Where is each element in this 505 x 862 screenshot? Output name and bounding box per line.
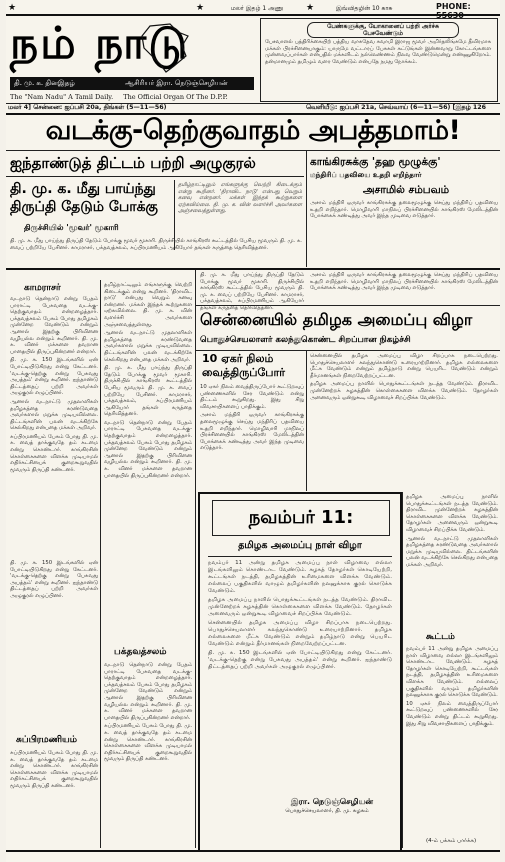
masthead-logo (10, 18, 254, 76)
november-title-frame (212, 500, 390, 536)
banner-headline: வடக்கு-தெற்குவாதம் அபத்தமாம்! (45, 115, 461, 146)
november-paragraph-4: தி. மு. க. 150 இடங்களில் ஏன் போட்டியிடுகிறது என்று கேட்டனர். 'வடக்கு-தெற்கு என்று பேசுவது அபத்தம்' என்று கூறினர். ஐந்தாண்டு திட்டத்தைப் பற்றி அவர்கள் அழுகுரல் எழுப்பினர். (208, 650, 392, 670)
right-paragraph-2: ஆனால் வடநாட்டு முதலாளிகள் தமிழகத்தை சுரண்டுவதை அவர்களால் மறுக்க முடியவில்லை. திட்டங்களின் பலன் வடக்கிற்கே செல்கிறது என்பதை மக்கள் அறிவர். (406, 535, 498, 568)
land-story (200, 384, 304, 488)
continued-note: (4-ம் பக்கம் பார்க்க) (426, 838, 477, 844)
kamaraj-paragraph-4: சுப்பிரமணியம் பேசும் போது தி. மு. க. வைத் தாக்குவதே தம் கடமை என்று கொண்டார். காங்கிரசின் கொள்கைகளை விளக்க முடியாமல் எதிர்கட்சியைக் குறைகூறுவதில் மூவரும் திருப்தி கண்டனர். (10, 433, 98, 473)
bakthavatsalam-paragraph-2: சுப்பிரமணியம் பேசும் போது தி. மு. க. வைத் தாக்குவதே தம் கடமை என்று கொண்டார். காங்கிரசின் கொள்கைகளை விளக்க முடியாமல் எதிர்கட்சியைக் குறைகூறுவதில் மூவரும் திருப்தி கண்டனர். (104, 723, 192, 763)
star-ornament: ★ (8, 3, 17, 13)
tamilnadu-map-icon (130, 22, 200, 74)
middle-paragraph-4: வடநாடு தென்நாடு என்று பேதம் பாராட்டி பேசுவதை வடக்கு-தெற்குவாதம் என்றழைத்தார். பக்தவத்சலம் பேசும் போது தமிழகம் முன்னேற வேண்டும் என்றும் ஆனால் இதற்கு பிரிவினை வழியல்ல என்றும் கூறினார். தி. மு. க. வினர் மக்களை தவறான பாதையில் திருப்புகின்றனர் என்றார். (104, 419, 192, 479)
quote-body: பேசவாளல் பத்திரிக்கையிற் பத்திய வாசுதேவ சுவாமி இராஜ மூவர் அமிர்தலிங்கமே தீவிரமாக மக்கள் பிரச்சினையாகும்: யாருமே வட்டாரப் பேசுகள் கட்டுங்கள் இன்னவாறு கோட்டங்களை முன்வைப்பார்கள் என்பதில் மக்களிடம் நல்லெண்ணம் நிலவ வேண்டுமென்று எண்ணுகிறோம். தன்மானமும் தமிழும் வளர வேண்டும் என்பதே நமது நோக்கம். (265, 39, 491, 65)
trichy-subheadline: திருச்சியில் 'மூவர்' மூகாரி (24, 223, 119, 232)
dateline-right: வெளியீடு: ஐப்பசி 21a, செவ்வாய் (6—11—56) [இதழ் 126 (306, 104, 487, 111)
land-headline-line1: 10 ஏகர் நிலம் (202, 352, 274, 365)
assam-story: அசாம் மந்திரி ஒருவர் காங்கிரசுக்கு தலைமூழுக்கு செய்து மந்திரிப் பதவியை உதறி எறிந்தார். மொழிவாரி மாநிலப் பிரச்சினையில் காங்கிரஸ் மேலிடத்தின் போக்கைக் கண்டித்து அவர் இந்த முடிவை எடுத்தார். (310, 200, 498, 220)
english-title: The "Nam Nadu" A Tamil Daily. (10, 93, 114, 101)
phone-number: PHONE: 55630 (436, 2, 471, 20)
kamaraj-paragraph-1: வடநாடு தென்நாடு என்று பேதம் பாராட்டி பேசுவதை வடக்கு-தெற்குவாதம் என்றழைத்தார். பக்தவத்சலம் பேசும் போது தமிழகம் முன்னேற வேண்டும் என்றும் ஆனால் இதற்கு பிரிவினை வழியல்ல என்றும் கூறினார். தி. மு. க. வினர் மக்களை தவறான பாதையில் திருப்புகின்றனர் என்றார். (10, 296, 98, 355)
star-ornament: ★ (196, 3, 205, 13)
november-title: நவம்பர் 11: (248, 507, 354, 528)
kamaraj-story-continued: தி. மு. க. 150 இடங்களில் ஏன் போட்டியிடுகிறது என்று கேட்டனர். 'வடக்கு-தெற்கு என்று பேசுவது அபத்தம்' என்று கூறினர். ஐந்தாண்டு திட்டத்தைப் பற்றி அவர்கள் அழுகுரல் எழுப்பினர். (10, 560, 98, 599)
middle-paragraph-1: தமிழ்நாட்டிலும் எங்களுக்கு வெற்றி கிடைக்கும் என்று கூறினர். 'திராவிட நாடு' என்பது வெறும் கனவு என்றனர். மக்கள் இந்தக் கூற்றுகளை ஏற்கவில்லை. தி. மு. க. வின் வளர்ச்சி அவர்களை அஞ்சவைத்துள்ளது. (104, 282, 192, 328)
price-info: இவ்விதழின் 10 காசு (336, 5, 393, 12)
column3-top-story: தி. மு. க. மீது பாய்ந்து திருப்தி தேடும் போக்கு மூவர் மூகாரி. திருச்சியில் காங்கிரஸ் கூட்டத்தில் பேசிய மூவரும் தி. மு. க. வைப் பற்றியே பேசினர். காமராசர், பக்தவத்சலம், சுப்பிரமணியம் ஆகியோர் தங்கள் கருத்தை தெரிவித்தனர். (200, 272, 304, 311)
subramaniam-heading: சுப்பிரமணியம் (16, 735, 78, 745)
land-headline-line2: வைத்திருப்போர் (202, 366, 285, 379)
middle-column-story (104, 282, 192, 642)
middle-paragraph-3: தி. மு. க. மீது பாய்ந்து திருப்தி தேடும் போக்கு மூவர் மூகாரி. திருச்சியில் காங்கிரஸ் கூட்டத்தில் பேசிய மூவரும் தி. மு. க. வைப் பற்றியே பேசினர். காமராசர், பக்தவத்சலம், சுப்பிரமணியம் ஆகியோர் தங்கள் கருத்தை தெரிவித்தனர். (104, 365, 192, 418)
kamaraj-heading: காமராசர் (24, 283, 61, 293)
quote-title: பேண்களுக்கு, யோகானைப் பற்றி அர்ச்சு பேசவேண்டும் (307, 22, 459, 38)
attack-headline-line1: தி. மு. க. மீது பாய்ந்து (10, 181, 156, 197)
meeting-heading: கூட்டம் (426, 632, 455, 642)
signature-name: இரா. நெடுஞ்செழியன் (290, 797, 374, 806)
land-paragraph-1: 10 ஏகர் நிலம் வைத்திருப்போர் கூட்டுறவுப் பண்ணைகளில் சேர வேண்டும் என்று திட்டம் கூறுகிறது. இது சிறு விவசாயிகளைப் பாதிக்கும். (200, 384, 304, 410)
official-organ: The Official Organ Of The D.P.P. (123, 93, 228, 101)
edition-info: மலர் இதழ் 1 அணு (231, 5, 284, 12)
right-column-story (406, 494, 498, 628)
november-paragraph-3: சென்னையில் தமிழக அமைப்பு விழா சிறப்பாக நடைபெற்றது. பொதுச்செயலாளர் கலந்துகொண்டு உரையாற்றினார். தமிழக எல்லைகளை மீட்க வேண்டும் என்றும் தமிழ்நாடு என்று பெயரிட வேண்டும் என்றும் தீர்மானங்கள் நிறைவேற்றப்பட்டன. (208, 620, 392, 647)
subramaniam-story: சுப்பிரமணியம் பேசும் போது தி. மு. க. வைத் தாக்குவதே தம் கடமை என்று கொண்டார். காங்கிரசின் கொள்கைகளை விளக்க முடியாமல் எதிர்கட்சியைக் குறைகூறுவதில் மூவரும் திருப்தி கண்டனர். (10, 750, 98, 789)
meeting-paragraph-1: நவம்பர் 11 அன்று தமிழக அமைப்பு நாள் விழாவை எல்லா இடங்களிலும் கொண்டாட வேண்டும். கழகத் தோழர்கள் கொடியேற்றி, கூட்டங்கள் நடத்தி, தமிழகத்தின் உரிமைகளை விளக்க வேண்டும். எல்லைப் பகுதிகளில் வாழும் தமிழர்களின் நலனுக்காக குரல் கொடுக்க வேண்டும். (406, 646, 498, 699)
festival-paragraph-1: சென்னையில் தமிழக அமைப்பு விழா சிறப்பாக நடைபெற்றது. பொதுச்செயலாளர் கலந்துகொண்டு உரையாற்றினார். தமிழக எல்லைகளை மீட்க வேண்டும் என்றும் தமிழ்நாடு என்று பெயரிட வேண்டும் என்றும் தீர்மானங்கள் நிறைவேற்றப்பட்டன. (310, 353, 498, 379)
kamaraj-story (10, 296, 98, 554)
festival-paragraph-2: தமிழக அமைப்பு நாளில் பொதுக்கூட்டங்கள் நடத்த வேண்டும். திராவிட முன்னேற்றக் கழகத்தின் கொள்கைகளை விளக்க வேண்டும். தோழர்கள் அனைவரும் ஒன்றுகூடி விழாவைச் சிறப்பிக்க வேண்டும். (310, 381, 498, 401)
attack-headline-line2: திருப்தி தேடும் போக்கு (10, 199, 158, 215)
congress-subheadline: மந்திரிப் பதவியை உதறி எறிந்தார் (310, 170, 422, 179)
meeting-paragraph-2: 10 ஏகர் நிலம் வைத்திருப்போர் கூட்டுறவுப் பண்ணைகளில் சேர வேண்டும் என்று திட்டம் கூறுகிறது. இது சிறு விவசாயிகளைப் பாதிக்கும். (406, 700, 498, 727)
land-paragraph-2: அசாம் மந்திரி ஒருவர் காங்கிரசுக்கு தலைமூழுக்கு செய்து மந்திரிப் பதவியை உதறி எறிந்தார். மொழிவாரி மாநிலப் பிரச்சினையில் காங்கிரஸ் மேலிடத்தின் போக்கைக் கண்டித்து அவர் இந்த முடிவை எடுத்தார். (200, 412, 304, 452)
middle-paragraph-2: ஆனால் வடநாட்டு முதலாளிகள் தமிழகத்தை சுரண்டுவதை அவர்களால் மறுக்க முடியவில்லை. திட்டங்களின் பலன் வடக்கிற்கே செல்கிறது என்பதை மக்கள் அறிவர். (104, 330, 192, 363)
editor-label: ஆசிரியர் இரா. நெடுஞ்செழியன் (125, 79, 228, 87)
bakthavatsalam-heading: பக்தவத்சலம் (114, 647, 167, 657)
dateline-left: மலர் 4] சென்னை: ஐப்பசி 20a, திங்கள் (5—11—56) (8, 104, 167, 111)
assam-headline: அசாமில் சம்பவம் (362, 184, 450, 196)
star-ornament: ★ (306, 3, 315, 13)
november-paragraph-1: நவம்பர் 11 அன்று தமிழக அமைப்பு நாள் விழாவை எல்லா இடங்களிலும் கொண்டாட வேண்டும். கழகத் தோழர்கள் கொடியேற்றி, கூட்டங்கள் நடத்தி, தமிழகத்தின் உரிமைகளை விளக்க வேண்டும். எல்லைப் பகுதிகளில் வாழும் தமிழர்களின் நலனுக்காக குரல் கொடுக்க வேண்டும். (208, 560, 392, 594)
november-paragraph-2: தமிழக அமைப்பு நாளில் பொதுக்கூட்டங்கள் நடத்த வேண்டும். திராவிட முன்னேற்றக் கழகத்தின் கொள்கைகளை விளக்க வேண்டும். தோழர்கள் அனைவரும் ஒன்றுகூடி விழாவைச் சிறப்பிக்க வேண்டும். (208, 597, 392, 617)
five-year-plan-headline: ஐந்தாண்டுத் திட்டம் பற்றி அழுகுரல் (10, 154, 256, 172)
party-daily-label: தி. மு. க. தினஇதழ் (14, 79, 75, 87)
newspaper-page (6, 0, 500, 862)
signature-role: பொதுச்செயலாளர், தி. மு. கழகம் (285, 808, 369, 814)
bakthavatsalam-paragraph-1: வடநாடு தென்நாடு என்று பேதம் பாராட்டி பேசுவதை வடக்கு-தெற்குவாதம் என்றழைத்தார். பக்தவத்சலம் பேசும் போது தமிழகம் முன்னேற வேண்டும் என்றும் ஆனால் இதற்கு பிரிவினை வழியல்ல என்றும் கூறினார். தி. மு. க. வினர் மக்களை தவறான பாதையில் திருப்புகின்றனர் என்றார். (104, 662, 192, 721)
bakthavatsalam-story (104, 662, 192, 850)
meeting-story (406, 646, 498, 836)
right-paragraph-1: தமிழக அமைப்பு நாளில் பொதுக்கூட்டங்கள் நடத்த வேண்டும். திராவிட முன்னேற்றக் கழகத்தின் கொள்கைகளை விளக்க வேண்டும். தோழர்கள் அனைவரும் ஒன்றுகூடி விழாவைச் சிறப்பிக்க வேண்டும். (406, 494, 498, 533)
november-subtitle: தமிழக அமைப்பு நாள் விழா (238, 540, 362, 551)
november-announcement-box (198, 492, 402, 852)
trichy-story: தி. மு. க. மீது பாய்ந்து திருப்தி தேடும் போக்கு மூவர் மூகாரி. திருச்சியில் காங்கிரஸ் கூட்டத்தில் பேசிய மூவரும் தி. மு. க. வைப் பற்றியே பேசினர். காமராசர், பக்தவத்சலம், சுப்பிரமணியம் ஆகியோர் தங்கள் கருத்தை தெரிவித்தனர். (10, 238, 302, 251)
masthead-subline (10, 77, 254, 90)
kamaraj-paragraph-3: ஆனால் வடநாட்டு முதலாளிகள் தமிழகத்தை சுரண்டுவதை அவர்களால் மறுக்க முடியவில்லை. திட்டங்களின் பலன் வடக்கிற்கே செல்கிறது என்பதை மக்கள் அறிவர். (10, 398, 98, 432)
kamaraj-paragraph-2: தி. மு. க. 150 இடங்களில் ஏன் போட்டியிடுகிறது என்று கேட்டனர். 'வடக்கு-தெற்கு என்று பேசுவது அபத்தம்' என்று கூறினர். ஐந்தாண்டு திட்டத்தைப் பற்றி அவர்கள் அழுகுரல் எழுப்பினர். (10, 357, 98, 397)
masthead-title: நம் நாடு (10, 18, 190, 69)
quote-box (260, 18, 498, 102)
congress-headline: காங்கிரசுக்கு 'தஹ மூழுக்கு' (310, 156, 441, 168)
november-story (208, 560, 392, 786)
side-quote: தமிழ்நாட்டிலும் எங்களுக்கு வெற்றி கிடைக்கும் என்று கூறினர். 'திராவிட நாடு' என்பது வெறும் கனவு என்றனர். மக்கள் இந்தக் கூற்றுகளை ஏற்கவில்லை. தி. மு. க. வின் வளர்ச்சி அவர்களை அஞ்சவைத்துள்ளது. (178, 182, 302, 215)
madras-festival-subheadline: பொதுச்செயலாளர் கலந்துகொண்ட சிறப்பான நிகழ்ச்சி (200, 335, 411, 345)
madras-festival-headline: சென்னையில் தமிழக அமைப்பு விழா (200, 310, 473, 329)
column4-top-story: அசாம் மந்திரி ஒருவர் காங்கிரசுக்கு தலைமூழுக்கு செய்து மந்திரிப் பதவியை உதறி எறிந்தார். மொழிவாரி மாநிலப் பிரச்சினையில் காங்கிரஸ் மேலிடத்தின் போக்கைக் கண்டித்து அவர் இந்த முடிவை எடுத்தார். (310, 272, 498, 292)
madras-festival-story (310, 353, 498, 489)
